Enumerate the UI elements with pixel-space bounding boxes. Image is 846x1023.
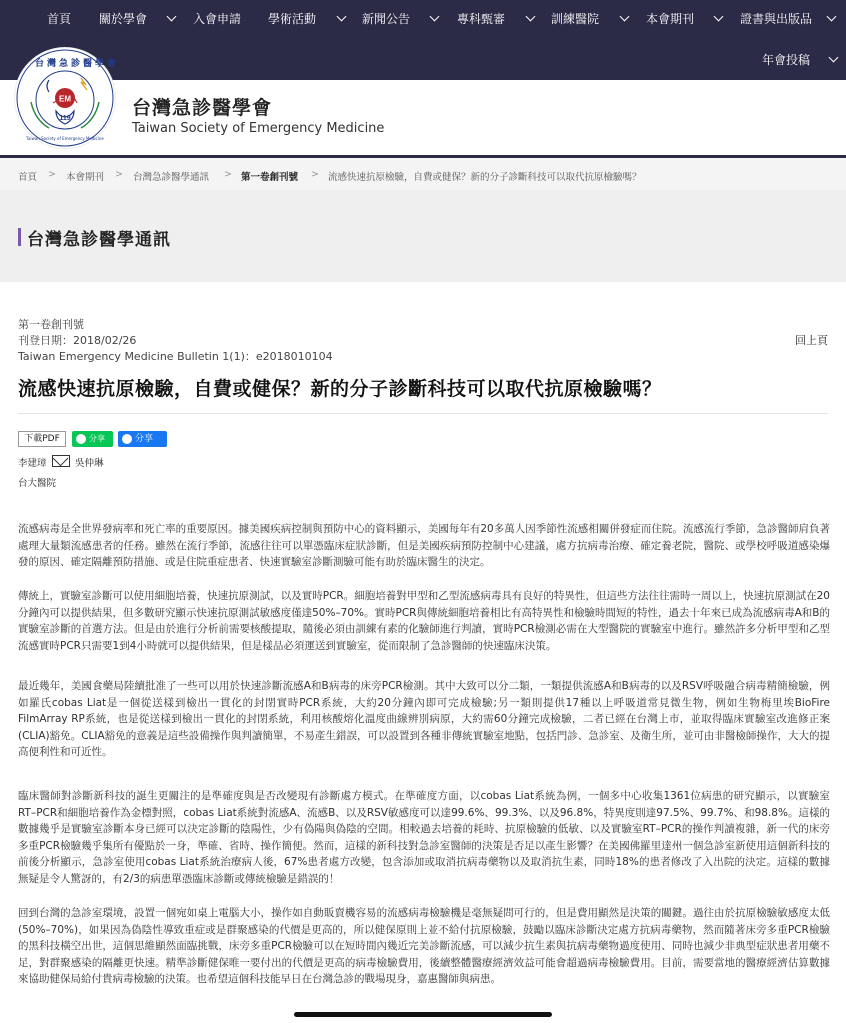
nav-item-academic[interactable]: 學術活動 [268, 12, 317, 26]
back-button[interactable]: 回上頁 [795, 334, 828, 347]
breadcrumb-journal[interactable]: 本會期刊 [66, 172, 105, 183]
chevron-down-icon[interactable] [337, 12, 347, 22]
title-divider [18, 413, 828, 414]
nav-item-publications[interactable]: 證書與出版品 [740, 12, 813, 26]
breadcrumb-bulletin[interactable]: 台灣急診醫學通訊 [133, 172, 210, 183]
article-paragraph: 流感病毒是全世界發病率和死亡率的重要原因。據美國疾病控制與預防中心的資料顯示，美國每年有20多萬人因季節性流感相關併發症而住院。流感流行季節，急診醫師肩負著處理大量類流感患者的任務。雖然在流行季節，流感往往可以單憑臨床症狀診斷，但是美國疾病預防控制中心建議，處方抗病毒治療、確定養老院，醫院、或學校呼吸道感染爆發的原因、確定隔離預防措施、或是住院重症患者、快速實驗室診斷測驗可能有助於臨床醫生的決定。 [18, 523, 830, 569]
line-share-button[interactable] [72, 431, 113, 447]
breadcrumb-separator: > [311, 169, 319, 180]
breadcrumb-separator: > [48, 169, 56, 180]
article-citation: Taiwan Emergency Medicine Bulletin 1(1)：e2018010104 [18, 350, 333, 363]
article-paragraph: 臨床醫師對診斷新科技的誕生更關注的是準確度與是否改變現有診斷處方模式。在準確度方面，以cobas Liat系統為例，一個多中心收集1361位病患的研究顯示，以實驗室RT–PCR和細胞培養作為金標對照，cobas Liat系統對流感A、流感B、以及RSV敏感度可以達99.6%、99.3%、以及96.8%，特異度則達97.5%、99.7%、和98.8%。這樣的數據幾乎是實驗室診斷本身已經可以決定診斷的陰陽性，少有偽陽與偽陰的空間。相較過去培養的耗時、抗原檢驗的低敏、以及實驗室RT–PCR的操作判讀複雜，新一代的床旁多重PCR檢驗幾乎集所有優點於一身，準確、省時、操作簡便。然而，這樣的新科技對急診室醫師的決策是否足以產生影響？在美國佛羅里達州一個急診室新使用這個新科技的前後分析顯示，急診室使用cobas Liat系統治療病人後，67%患者處方改變，包含添加或取消抗病毒藥物以及取消抗生素，同時18%的患者修改了入出院的決定。這樣的數據無疑是令人驚訝的，有2/3的病患單憑臨床診斷或傳統檢驗是錯誤的！ [18, 790, 830, 885]
nav-item-hospital[interactable]: 訓練醫院 [551, 12, 600, 26]
nav-item-submission[interactable]: 年會投稿 [762, 53, 811, 67]
article-issue: 第一卷創刊號 [18, 318, 84, 331]
brand-header [0, 80, 846, 155]
nav-item-about[interactable]: 關於學會 [99, 12, 148, 26]
chevron-down-icon[interactable] [714, 12, 724, 22]
breadcrumb-issue[interactable]: 第一卷創刊號 [241, 172, 299, 183]
section-accent-bar [18, 228, 21, 246]
chevron-down-icon[interactable] [526, 12, 536, 22]
mail-icon[interactable] [52, 455, 70, 467]
article-title: 流感快速抗原檢驗，自費或健保？新的分子診斷科技可以取代抗原檢驗嗎？ [18, 378, 662, 400]
download-pdf-button[interactable]: 下載PDF [18, 431, 66, 447]
section-title: 台灣急診醫學通訊 [27, 230, 171, 250]
nav-item-home[interactable]: 首頁 [47, 12, 72, 26]
nav-item-specialty[interactable]: 專科甄審 [457, 12, 506, 26]
breadcrumb-home[interactable]: 首頁 [18, 172, 38, 183]
article-paragraph: 傳統上，實驗室診斷可以使用細胞培養，快速抗原測試，以及實時PCR。細胞培養對甲型和乙型流感病毒具有良好的特異性，但這些方法往往需時一周以上，快速抗原測試在20分鐘內可以提供結果，但多數研究顯示快速抗原測試敏感度僅達50%–70%。實時PCR與傳統細胞培養相比有高特異性和檢驗時間短的特性，過去十年來已成為流感病毒A和B的實驗室診斷的首選方法。但是由於進行分析前需要核酸提取，隨後必須由訓練有素的化驗師進行判讀，實時PCR檢測必需在大型醫院的實驗室中進行。雖然許多分析甲型和乙型流感實時PCR只需要1到4小時就可以提供結果，但是樣品必須運送到實驗室，從而限制了急診醫師的快速臨床決策。 [18, 590, 830, 652]
author-affiliation: 台大醫院 [18, 478, 57, 489]
society-logo[interactable] [15, 48, 120, 148]
chevron-down-icon[interactable] [620, 12, 630, 22]
logo-ring-text: 台灣急診醫學會 [35, 59, 120, 69]
article-paragraph: 最近幾年，美國食藥局陸續批准了一些可以用於快速診斷流感A和B病毒的床旁PCR檢測。其中大致可以分二類，一類提供流感A和B病毒的以及RSV呼吸融合病毒精簡檢驗，例如羅氏cobas Liat是一個從送樣到檢出一貫化的封閉實時PCR系統，大約20分鐘內即可完成檢驗;另一類則提供17種以上呼吸道常見微生物，例如生物梅里埃BioFire FilmArray RP系統，也是從送樣到檢出一貫化的封閉系統，利用核酸熔化溫度曲線辨別病原，大約需60分鐘完成檢驗，二者已經在台灣上市，並取得臨床實驗室改進修正案(CLIA)豁免。CLIA豁免的意義是這些設備操作與判讀簡單，不易產生錯誤，可以設置到各種非傳統實驗室地點，包括門診、急診室、及衛生所，並可由非醫檢師操作，大大的提高便利性和可近性。 [18, 680, 830, 759]
author-name: 李建璋 [18, 458, 47, 469]
nav-item-news[interactable]: 新聞公告 [362, 12, 411, 26]
top-navigation [0, 0, 846, 80]
article-date: 刊登日期：2018/02/26 [18, 334, 137, 347]
author-name: 吳仲琳 [75, 458, 104, 469]
chevron-down-icon[interactable] [167, 12, 177, 22]
brand-name-zh[interactable]: 台灣急診醫學會 [132, 97, 273, 119]
breadcrumb [0, 158, 846, 190]
facebook-share-label: 分享 [135, 434, 154, 444]
home-indicator[interactable] [294, 1012, 552, 1017]
chevron-down-icon[interactable] [430, 12, 440, 22]
nav-item-join[interactable]: 入會申請 [193, 12, 242, 26]
breadcrumb-separator: > [115, 169, 123, 180]
nav-item-journal[interactable]: 本會期刊 [646, 12, 695, 26]
logo-sub-text: Taiwan Society of Emergency Medicine [26, 136, 104, 141]
chevron-down-icon[interactable] [829, 53, 839, 63]
breadcrumb-current: 流感快速抗原檢驗，自費或健保？新的分子診斷科技可以取代抗原檢驗嗎？ [328, 172, 642, 183]
facebook-icon [122, 434, 132, 444]
facebook-share-button[interactable] [118, 431, 167, 447]
chevron-down-icon[interactable] [827, 12, 837, 22]
line-icon [76, 434, 86, 444]
line-share-label: 分享 [89, 434, 105, 443]
breadcrumb-separator: > [224, 169, 232, 180]
brand-name-en[interactable]: Taiwan Society of Emergency Medicine [132, 121, 385, 136]
article-paragraph: 回到台灣的急診室環境，設置一個宛如桌上電腦大小，操作如自動販賣機容易的流感病毒檢驗機是毫無疑問可行的，但是費用顯然是決策的關鍵。過往由於抗原檢驗敏感度太低(50%–70%)，如果因為偽陰性導致重症或是群聚感染的代價是更高的，所以健保原則上並不給付抗原檢驗，鼓勵以臨床診斷決定處方抗病毒藥物，然而隨著床旁多重PCR檢驗的黑科技橫空出世，這個思維顯然面臨挑戰，床旁多重PCR檢驗可以在短時間內幾近完美診斷流感，可以減少抗生素與抗病毒藥物過度使用、同時也減少非典型症狀患者用藥不足，對群聚感染的隔離更快速。精準診斷健保唯一要付出的代價是更高的病毒檢驗費用，後續整體醫療經濟效益可能會超過病毒檢驗費用。目前，需要當地的醫療經濟估算數據來協助健保局給付貴病毒檢驗的決策。也希望這個科技能早日在台灣急診的戰場現身，嘉惠醫師與病患。 [18, 907, 830, 986]
logo-badge-text: EM [59, 94, 71, 104]
logo-number-text: 119 [59, 115, 71, 122]
